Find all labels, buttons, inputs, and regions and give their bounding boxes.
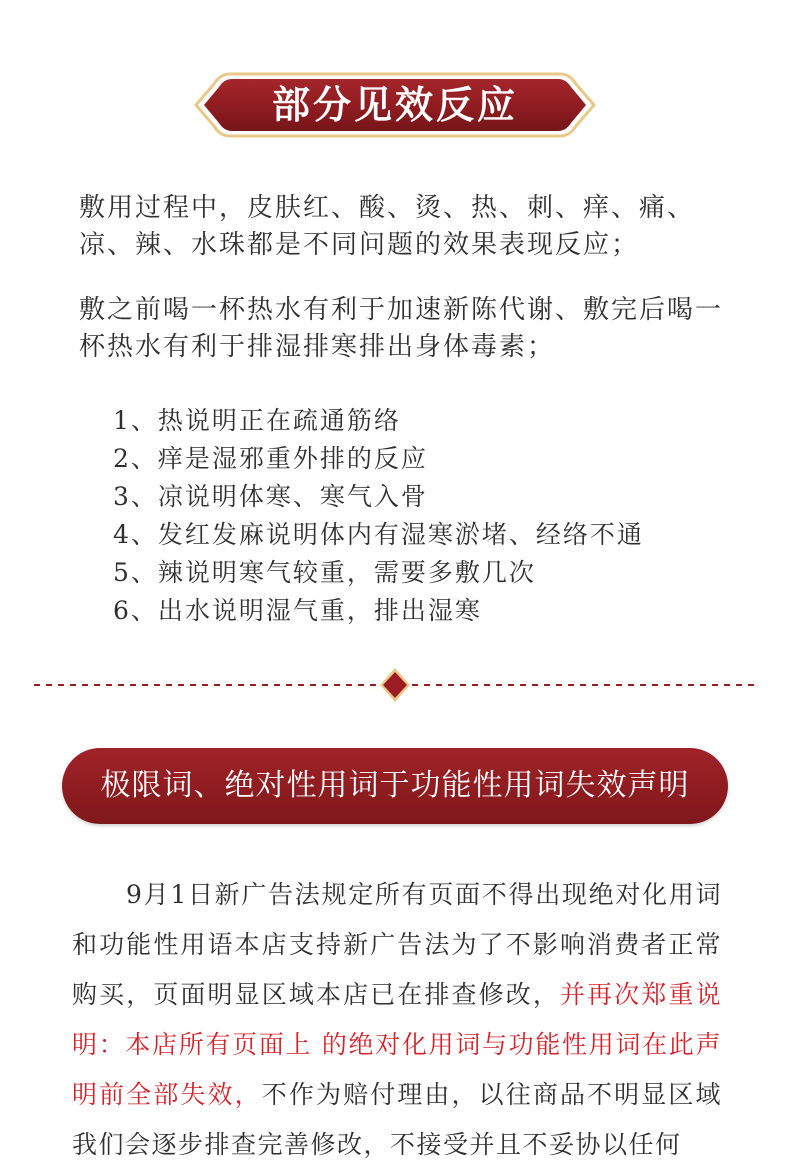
reaction-item: 2、痒是湿邪重外排的反应 bbox=[113, 444, 428, 473]
statement-highlight: 并再次郑重说明：本店所有页面上 的绝对化用词与功能性用词在此声明前全部失效， bbox=[72, 980, 722, 1109]
statement-text-1: 9月1日新广告法规定所有页面不得出现绝对化用词和功能性用语本店支持新广告法为了不影响消费者正常购买，页面明显区域本店已在排查修改， bbox=[72, 880, 722, 1009]
reaction-list bbox=[113, 402, 644, 630]
reaction-item: 3、凉说明体寒、寒气入骨 bbox=[113, 482, 428, 511]
section-banner-title: 极限词、绝对性用词于功能性用词失效声明 bbox=[100, 768, 690, 803]
diamond-icon bbox=[383, 672, 407, 698]
reaction-item: 5、辣说明寒气较重，需要多敷几次 bbox=[113, 558, 536, 587]
statement-text-2: 不作为赔付理由，以往商品不明显区域我们会逐步排查完善修改，不接受并且不妥协以任何 bbox=[72, 1080, 722, 1159]
section-divider bbox=[34, 666, 756, 704]
disclaimer-statement bbox=[72, 870, 722, 1170]
intro-paragraph-2: 敷之前喝一杯热水有利于加速新陈代谢、敷完后喝一杯热水有利于排湿排寒排出身体毒素； bbox=[79, 295, 724, 362]
section-banner bbox=[62, 748, 728, 824]
reaction-item: 4、发红发麻说明体内有湿寒淤堵、经络不通 bbox=[113, 520, 644, 549]
top-banner bbox=[190, 68, 600, 142]
reaction-item: 6、出水说明湿气重，排出湿寒 bbox=[113, 596, 482, 625]
top-banner-title: 部分见效反应 bbox=[271, 82, 518, 127]
intro-paragraph-1: 敷用过程中，皮肤红、酸、烫、热、刺、痒、痛、凉、辣、水珠都是不同问题的效果表现反应； bbox=[79, 193, 696, 260]
reaction-item: 1、热说明正在疏通筋络 bbox=[113, 406, 401, 435]
